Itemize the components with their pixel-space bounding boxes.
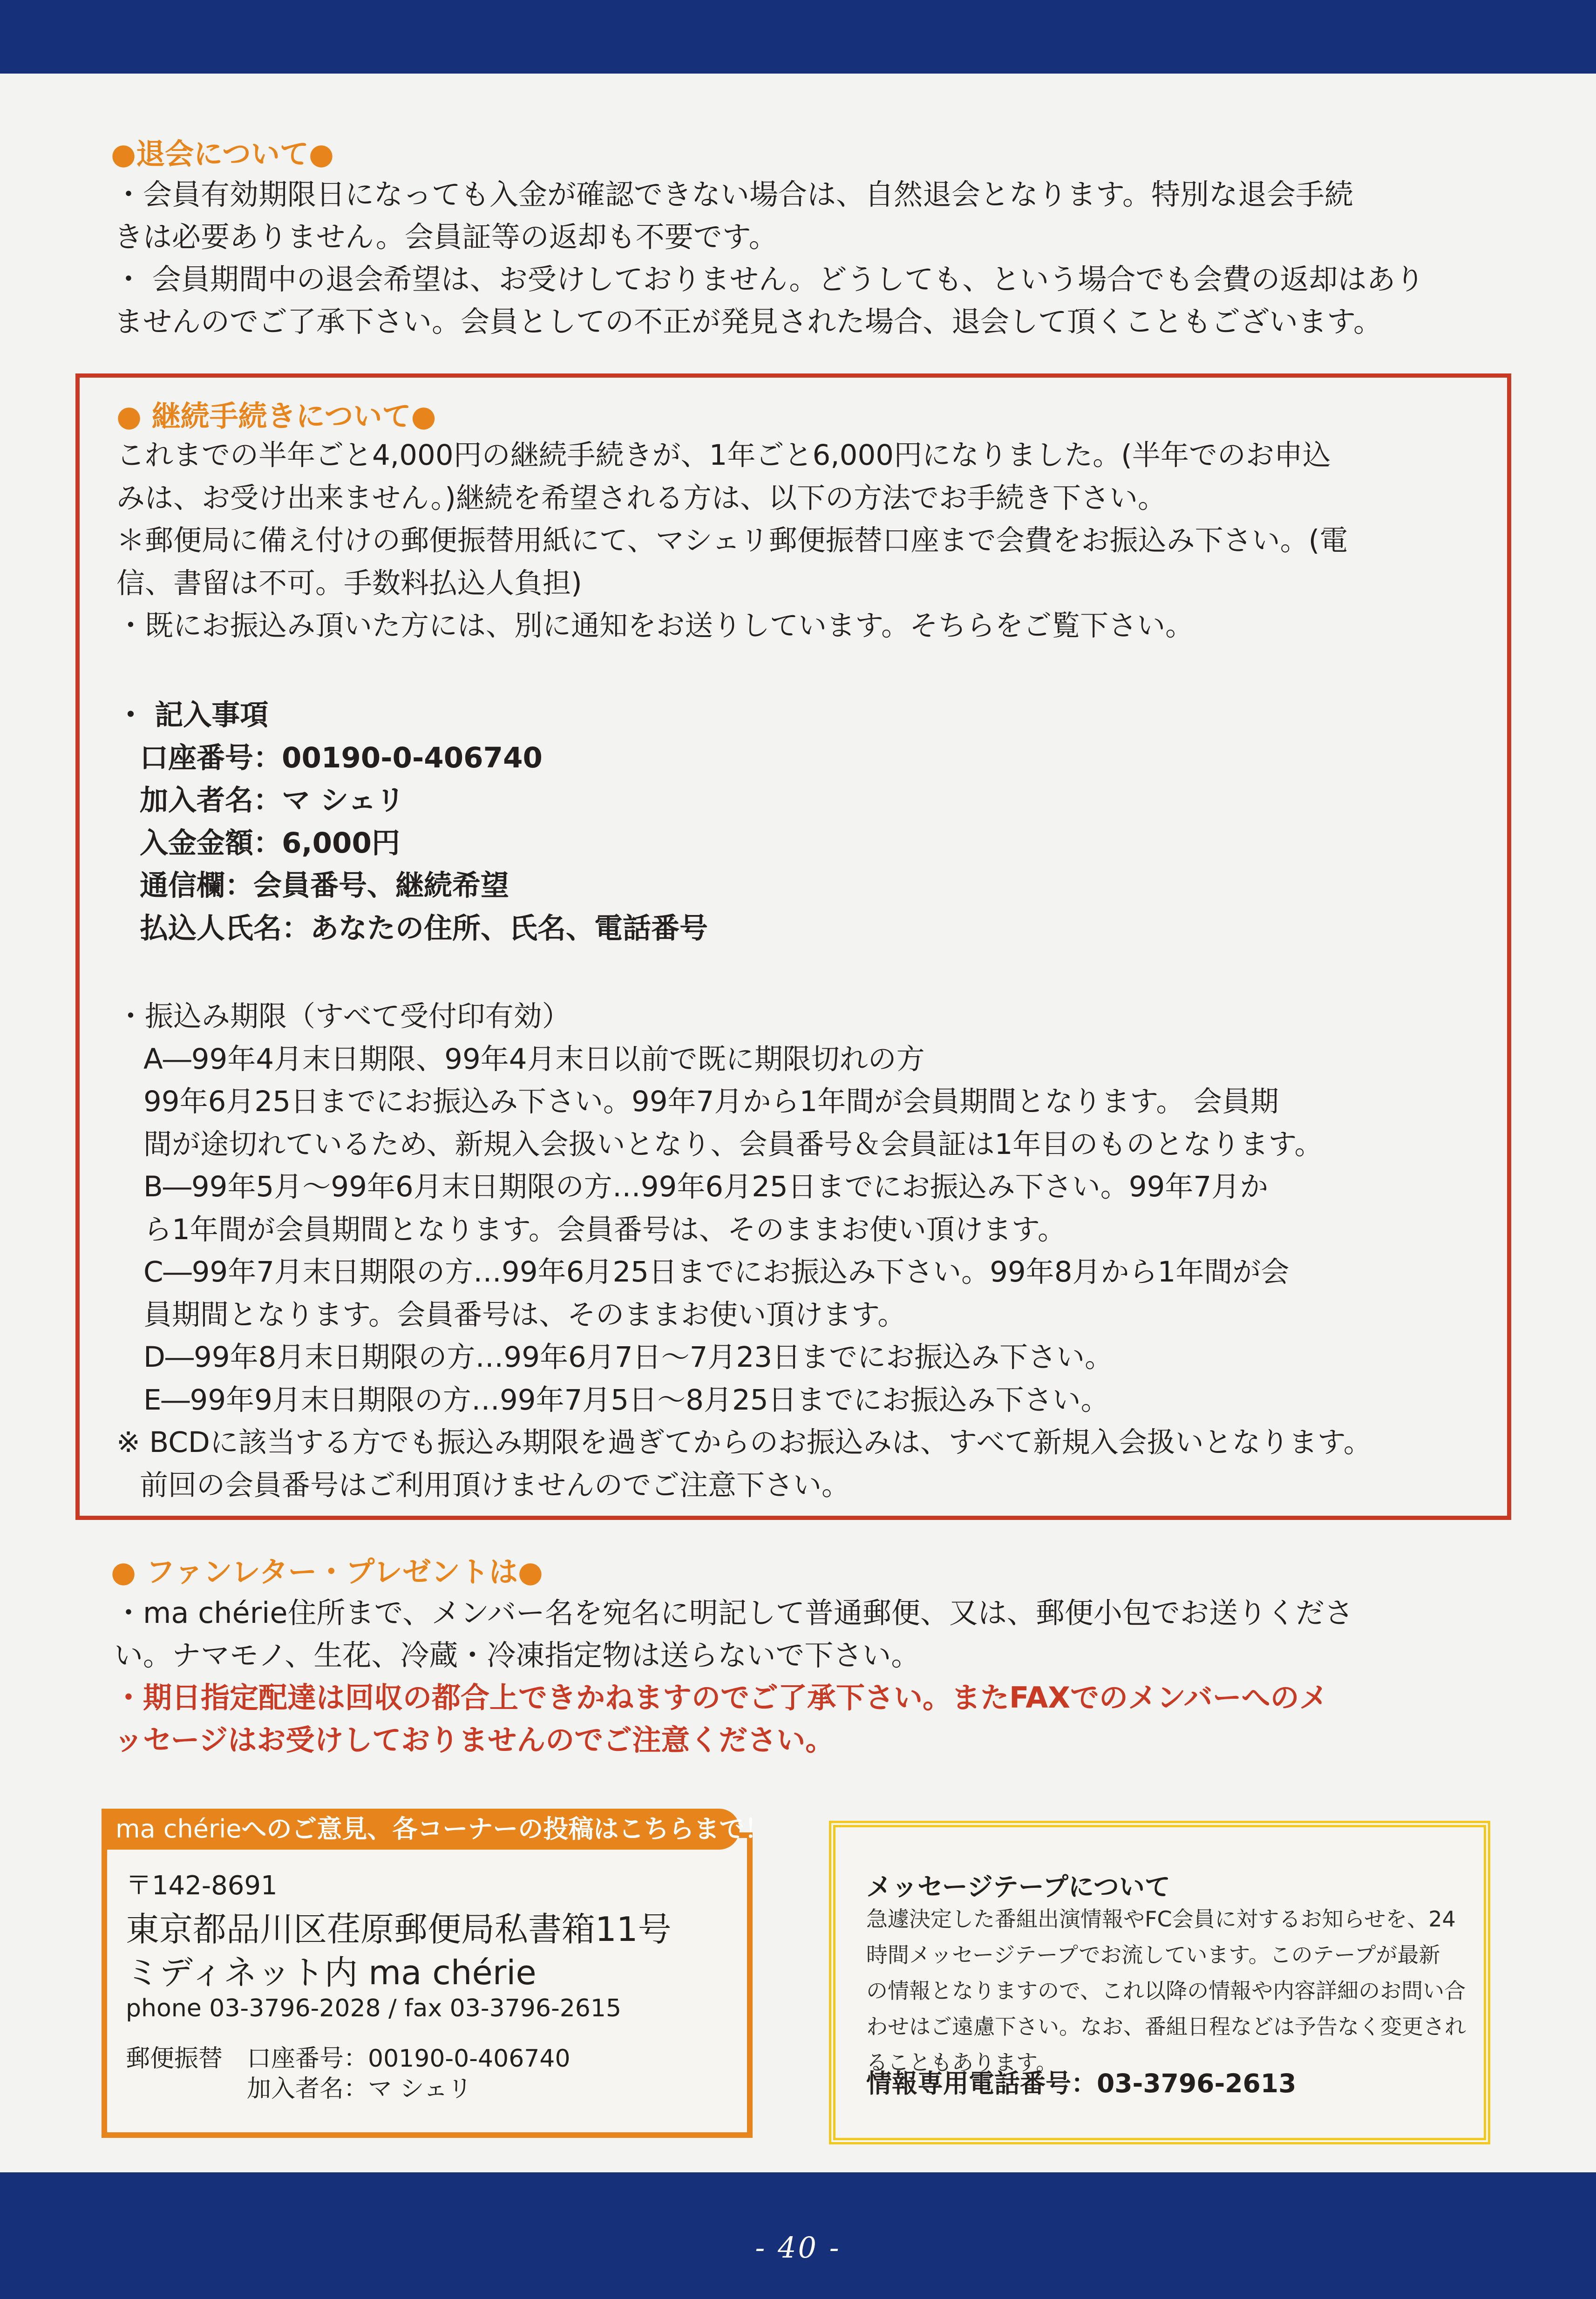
entry-item: 払込人氏名：あなたの住所、氏名、電話番号 <box>140 911 708 945</box>
postal-code: 〒142-8691 <box>126 1871 278 1901</box>
fanletter-warning: ・期日指定配達は回収の都合上できかねますのでご了承下さい。またFAXでのメンバーへのメ <box>114 1681 1328 1715</box>
entry-list <box>116 694 1509 949</box>
contact-tab <box>102 1809 770 1850</box>
fanletter-warning: ッセージはお受けしておりませんのでご注意ください。 <box>114 1723 835 1757</box>
entry-item: 加入者名：マ シェリ <box>140 784 405 817</box>
renewal-intro-line: 信、書留は不可。手数料払込人負担) <box>116 566 582 600</box>
renewal-intro <box>116 434 1509 647</box>
message-tape-line: 時間メッセージテープでお流しています。このテープが最新 <box>866 1942 1440 1967</box>
deadline-line: 99年6月25日までにお振込み下さい。99年7月から1年間が会員期間となります。 会員期 <box>143 1085 1279 1118</box>
withdrawal-line: ・会員有効期限日になっても入金が確認できない場合は、自然退会となります。特別な退会手続 <box>114 177 1354 211</box>
renewal-intro-line: みは、お受け出来ません。)継続を希望される方は、以下の方法でお手続き下さい。 <box>116 481 1166 515</box>
withdrawal-heading: ●退会について● <box>111 137 334 171</box>
deadline-list <box>116 995 1509 1506</box>
withdrawal-line: ・ 会員期間中の退会希望は、お受けしておりません。どうしても、という場合でも会費の返却はあり <box>114 262 1425 296</box>
entry-item: 入金金額：6,000円 <box>140 826 400 860</box>
entry-item: 通信欄：会員番号、継続希望 <box>140 869 509 902</box>
renewal-intro-line: ＊郵便局に備え付けの郵便振替用紙にて、マシェリ郵便振替口座まで会費をお振込み下さい。(電 <box>116 524 1348 557</box>
message-tape-line: ることもあります。 <box>866 2050 1058 2075</box>
renewal-intro-line: これまでの半年ごと4,000円の継続手続きが、1年ごと6,000円になりました。(半年でのお申込 <box>116 439 1331 472</box>
deadline-title: ・振込み期限（すべて受付印有効） <box>116 1000 570 1033</box>
deadline-line: ら1年間が会員期間となります。会員番号は、そのままお使い頂けます。 <box>143 1213 1066 1246</box>
entry-title: ・ 記入事項 <box>116 699 269 732</box>
deadline-line: C―99年7月末日期限の方…99年6月25日までにお振込み下さい。99年8月から1年間が会 <box>143 1255 1290 1289</box>
note-line: 前回の会員番号はご利用頂けませんのでご注意下さい。 <box>140 1468 850 1502</box>
address-line-2: ミディネット内 ma chérie <box>126 1953 537 1992</box>
fanletter-heading: ● ファンレター・プレゼントは● <box>111 1555 543 1589</box>
message-tape-title: メッセージテープについて <box>866 1872 1170 1902</box>
contact-tab-brand: ma chérie <box>115 1814 242 1844</box>
entry-item: 口座番号：00190-0-406740 <box>140 741 543 774</box>
address-line-1: 東京都品川区荏原郵便局私書箱11号 <box>126 1910 672 1949</box>
deadline-line: 間が途切れているため、新規入会扱いとなり、会員番号＆会員証は1年目のものとなります。 <box>143 1127 1323 1161</box>
top-band <box>0 0 1596 74</box>
account-number: 口座番号：00190-0-406740 <box>247 2045 570 2073</box>
transfer-label: 郵便振替 <box>126 2045 223 2073</box>
withdrawal-text <box>114 173 1521 343</box>
withdrawal-line: ませんのでご了承下さい。会員としての不正が発見された場合、退会して頂くこともございます。 <box>114 305 1383 339</box>
fanletter-line: ・ma chérie住所まで、メンバー名を宛名に明記して普通郵便、又は、郵便小包でお送りくださ <box>114 1596 1353 1630</box>
fanletter-text <box>114 1592 1525 1761</box>
message-tape-line: わせはご遠慮下さい。なお、番組日程などは予告なく変更され <box>866 2014 1466 2039</box>
page-number: - 40 - <box>755 2231 841 2265</box>
message-tape-line: の情報となりますので、これ以降の情報や内容詳細のお問い合 <box>866 1978 1466 2003</box>
withdrawal-line: きは必要ありません。会員証等の返却も不要です。 <box>114 220 778 254</box>
deadline-line: E―99年9月末日期限の方…99年7月5日～8月25日までにお振込み下さい。 <box>143 1383 1109 1417</box>
deadline-line: 員期間となります。会員番号は、そのままお使い頂けます。 <box>143 1298 906 1331</box>
account-holder: 加入者名：マ シェリ <box>247 2075 472 2103</box>
deadline-line: D―99年8月末日期限の方…99年6月7日～7月23日までにお振込み下さい。 <box>143 1341 1114 1374</box>
note-line: ※ BCDに該当する方でも振込み期限を過ぎてからのお振込みは、すべて新規入会扱いとなります。 <box>116 1426 1372 1459</box>
fanletter-line: い。ナマモノ、生花、冷蔵・冷凍指定物は送らないで下さい。 <box>114 1638 920 1672</box>
info-phone-number: 情報専用電話番号：03-3796-2613 <box>866 2068 1297 2098</box>
renewal-intro-line: ・既にお振込み頂いた方には、別に通知をお送りしています。そちらをご覧下さい。 <box>116 609 1194 642</box>
deadline-line: A―99年4月末日期限、99年4月末日以前で既に期限切れの方 <box>143 1042 925 1076</box>
message-tape-line: 急遽決定した番組出演情報やFC会員に対するお知らせを、24 <box>866 1906 1456 1932</box>
message-tape-body <box>866 1901 1472 2081</box>
deadline-line: B―99年5月～99年6月末日期限の方…99年6月25日までにお振込み下さい。99年7月か <box>143 1170 1269 1203</box>
contact-tab-text: へのご意見、各コーナーの投稿はこちらまで！ <box>241 1814 770 1844</box>
renewal-heading: ● 継続手続きについて● <box>116 399 436 433</box>
phone-fax: phone 03-3796-2028 / fax 03-3796-2615 <box>126 1994 622 2022</box>
